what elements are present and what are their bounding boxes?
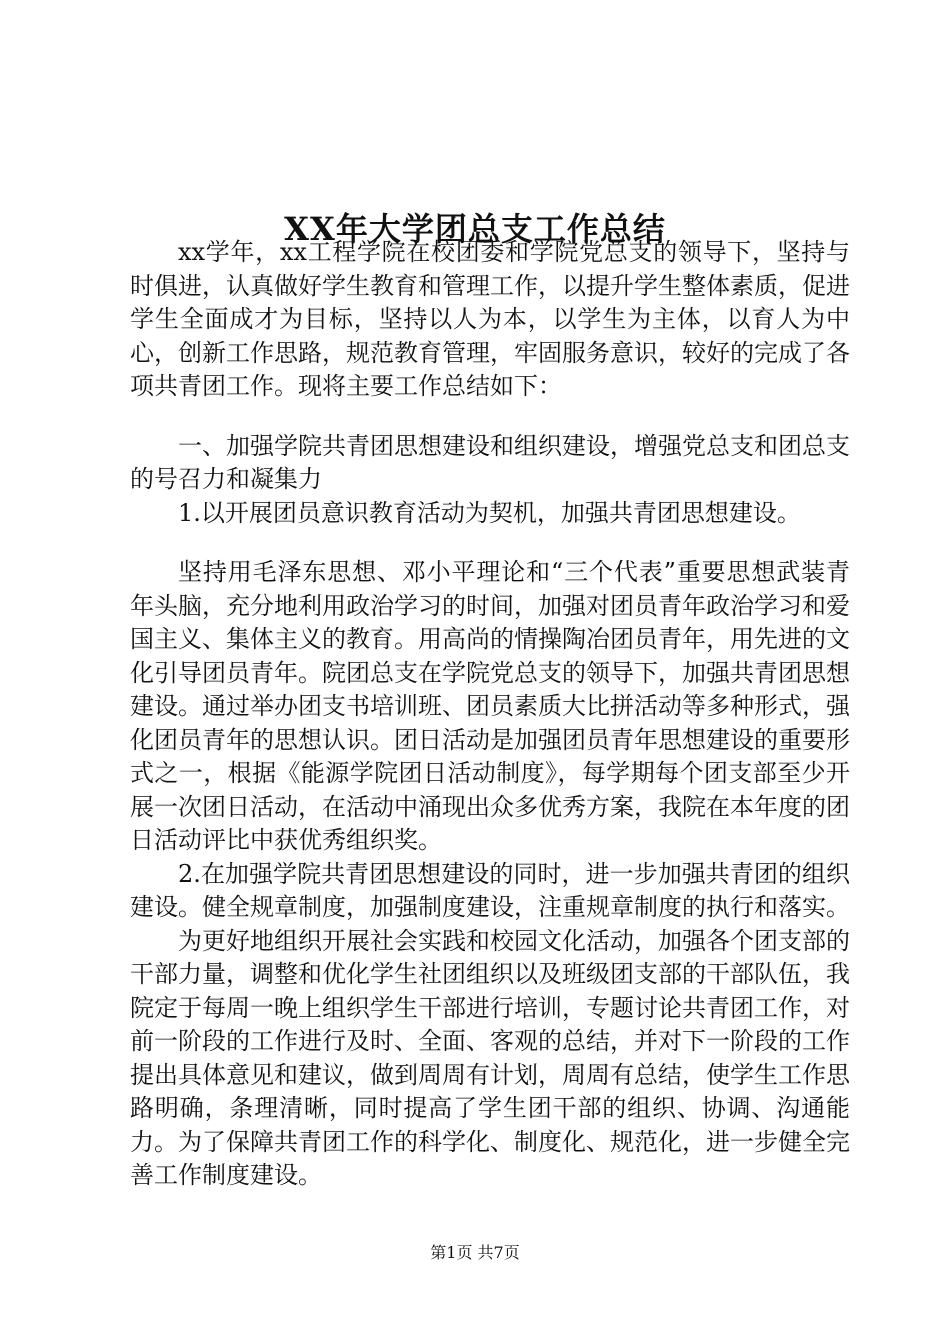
body-paragraph: 坚持用毛泽东思想、邓小平理论和“三个代表”重要思想武装青年头脑，充分地利用政治学习的时间，加强对团员青年政治学习和爱国主义、集体主义的教育。用高尚的情操陶冶团员青年，用先进的文化引导团员青年。院团总支在学院党总支的领导下，加强共青团思想建设。通过举办团支书培训班、团员素质大比拼活动等多种形式，强化团员青年的思想认识。团日活动是加强团员青年思想建设的重要形式之一，根据《能源学院团日活动制度》，每学期每个团支部至少开展一次团日活动，在活动中涌现出众多优秀方案，我院在本年度的团日活动评比中获优秀组织奖。 [130, 558, 850, 854]
page-number: 第1页 共7页 [430, 1243, 520, 1262]
intro-paragraph: xx学年，xx工程学院在校团委和学院党总支的领导下，坚持与时俱进，认真做好学生教育和管理工作，以提升学生整体素质，促进学生全面成才为目标，坚持以人为本，以学生为主体，以育人为中心，创新工作思路，规范教育管理，牢固服务意识，较好的完成了各项共青团工作。现将主要工作总结如下： [130, 238, 850, 400]
document-title: XX年大学团总支工作总结 [284, 210, 666, 249]
section-heading: 一、加强学院共青团思想建设和组织建设，增强党总支和团总支的号召力和凝集力 [130, 431, 850, 493]
subsection-heading: 2.在加强学院共青团思想建设的同时，进一步加强共青团的组织建设。健全规章制度，加强制度建设，注重规章制度的执行和落实。 [130, 859, 850, 921]
body-paragraph: 为更好地组织开展社会实践和校园文化活动，加强各个团支部的干部力量，调整和优化学生社团组织以及班级团支部的干部队伍，我院定于每周一晚上组织学生干部进行培训，专题讨论共青团工作，对前一阶段的工作进行及时、全面、客观的总结，并对下一阶段的工作提出具体意见和建议，做到周周有计划，周周有总结，使学生工作思路明确，条理清晰，同时提高了学生团干部的组织、协调、沟通能力。为了保障共青团工作的科学化、制度化、规范化，进一步健全完善工作制度建设。 [130, 926, 850, 1189]
subsection-heading: 1.以开展团员意识教育活动为契机，加强共青团思想建设。 [178, 498, 801, 527]
document-body [130, 236, 850, 1193]
